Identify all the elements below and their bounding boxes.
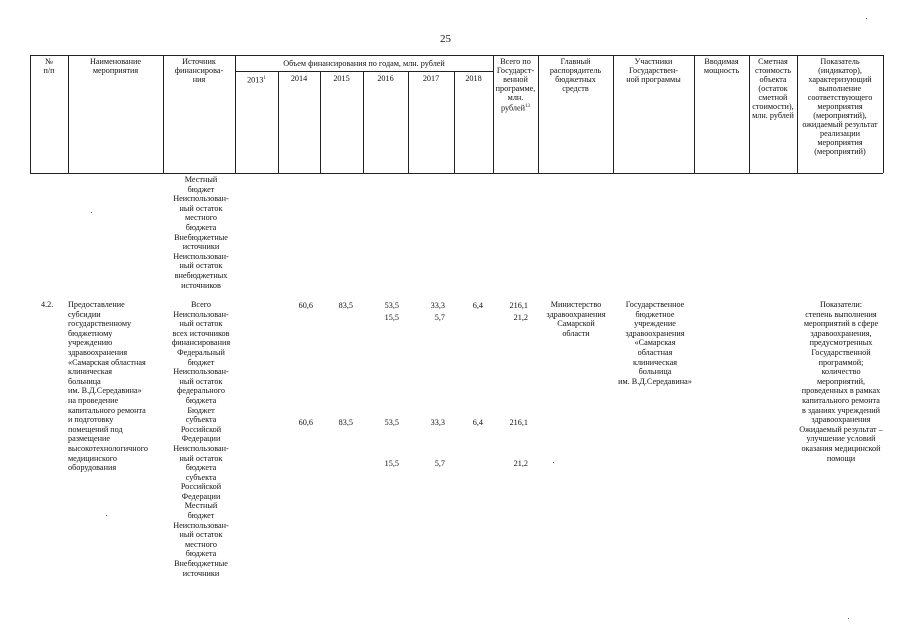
value-total: 21,2	[513, 313, 528, 322]
header-participants: Участники Государствен- ной программы	[626, 57, 681, 84]
value-2016: 15,5	[384, 459, 399, 468]
value-2018: 6,4	[472, 418, 483, 427]
header-year: 2017	[422, 74, 440, 83]
value-2017: 33,3	[430, 418, 445, 427]
value-2017: 5,7	[434, 313, 445, 322]
header-year: 2014	[290, 74, 308, 83]
value-2014: 60,6	[298, 301, 313, 310]
row-sources: Всего Неиспользован- ный остаток всех источников финансирования Федеральный бюджет Неиспользован- ный остаток федерального бюджета Бюджет субъекта Российской Федерации Неиспользован- ный остаток бюджета субъекта Российской Федерации Местный бюджет Неиспользован- ный остаток местного бюджета Внебюджетные источники	[171, 300, 231, 578]
header-capacity: Вводимая мощность	[703, 57, 740, 75]
col-divider	[320, 71, 321, 173]
value-total: 216,1	[509, 301, 528, 310]
header-year: 2016	[377, 74, 394, 83]
header-year: 2018	[465, 74, 482, 83]
page-number: 25	[440, 33, 451, 45]
col-divider	[363, 71, 364, 173]
header-total: Всего по Государст- венной программе, млн. рублей$^{13}$	[495, 57, 536, 113]
row-participants: Государственное бюджетное учреждение здравоохранения «Самарская областная клиническая больница им. В.Д.Середавина»	[618, 300, 692, 386]
header-top-rule	[30, 55, 883, 56]
header-name: Наименование мероприятия	[89, 57, 141, 75]
header-funding: Объем финансирования по годам, млн. рублей	[283, 59, 445, 68]
row-number: 4.2.	[41, 300, 54, 309]
header-indicator: Показатель (индикатор), характеризующий выполнение соответствующего мероприятия (мероприятий), ожидаемый результат реализации мероприятия (мероприятий)	[802, 57, 878, 156]
scan-speck	[848, 618, 849, 619]
value-2014: 60,6	[298, 418, 313, 427]
value-2015: 83,5	[338, 301, 353, 310]
scan-speck	[866, 18, 867, 19]
col-divider	[235, 55, 236, 173]
header-year: 2015	[333, 74, 350, 83]
row-name: Предоставление субсидии государственному бюджетному учреждению здравоохранения «Самарская областная клиническая больница им. В.Д.Середавина» на проведение капитального ремонта и подготовку помещений под размещение высокотехнологичного медицинского оборудования	[68, 300, 148, 473]
value-2015: 83,5	[338, 418, 353, 427]
value-2016: 15,5	[384, 313, 399, 322]
scan-speck	[106, 515, 107, 516]
col-divider	[278, 71, 279, 173]
col-divider	[408, 71, 409, 173]
row-manager: Министерство здравоохранения Самарской области	[546, 300, 606, 338]
scan-speck	[91, 212, 92, 213]
value-total: 21,2	[513, 459, 528, 468]
header-bottom-rule	[30, 173, 883, 174]
header-source: Источник финансирова- ния	[174, 57, 224, 84]
col-divider	[883, 55, 884, 173]
value-2016: 53,5	[384, 418, 399, 427]
previous-row-sources: Местный бюджет Неиспользован- ный остаток местного бюджета Внебюджетные источники Неиспользован- ный остаток внебюджетных источников	[173, 175, 229, 290]
value-2016: 53,5	[384, 301, 399, 310]
col-divider	[454, 71, 455, 173]
header-manager: Главный распорядитель бюджетных средств	[549, 57, 602, 93]
header-year: 2013$^1$	[247, 75, 266, 85]
header-cost: Сметная стоимость объекта (остаток сметной стоимости), млн. рублей	[752, 57, 794, 120]
scan-speck	[553, 462, 554, 463]
value-2018: 6,4	[472, 301, 483, 310]
value-2017: 33,3	[430, 301, 445, 310]
row-indicator: Показатели: степень выполнения мероприятий в сфере здравоохранения, предусмотренных Государственной программой; количество мероприятий, проведенных в рамках капитального ремонта в зданиях учреждений здравоохранения Ожидаемый результат – улучшение условий оказания медицинской помощи	[799, 300, 883, 463]
value-total: 216,1	[509, 418, 528, 427]
header-number: № п/п	[43, 57, 55, 75]
value-2017: 5,7	[434, 459, 445, 468]
